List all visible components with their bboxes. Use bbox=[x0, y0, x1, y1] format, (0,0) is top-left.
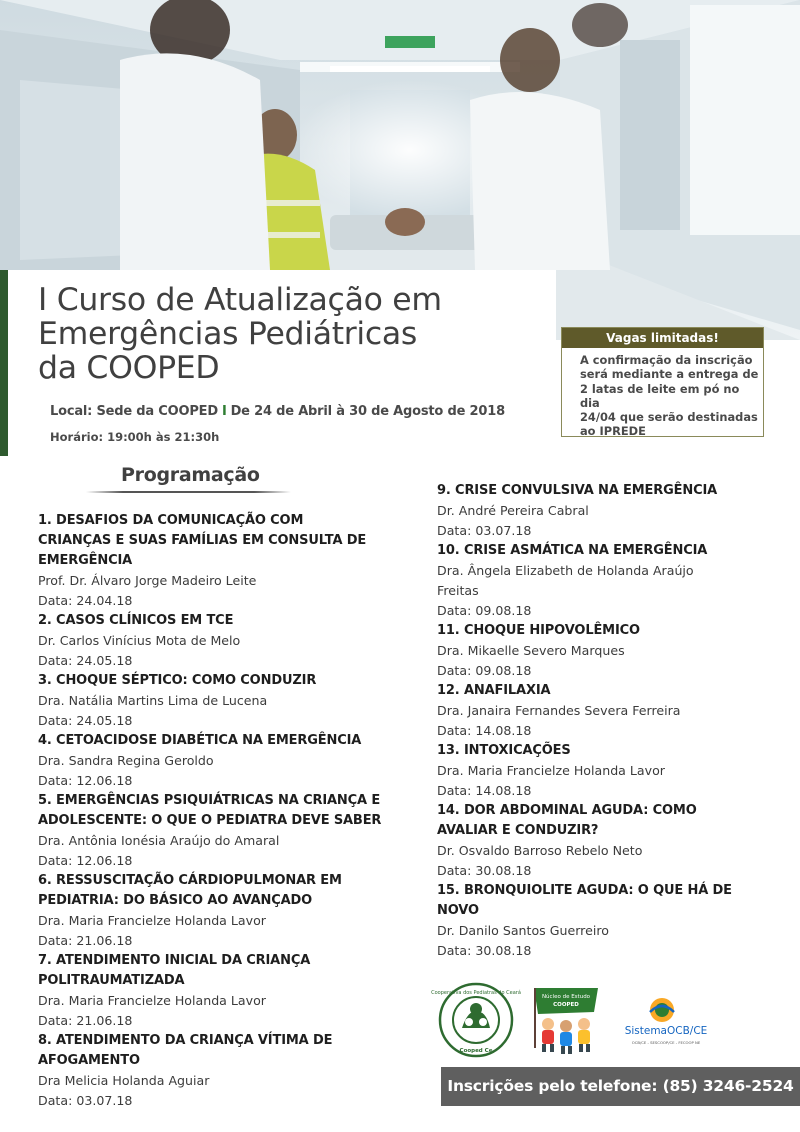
item-title: 15. BRONQUIOLITE AGUDA: O QUE HÁ DE bbox=[437, 883, 732, 898]
item-title: POLITRAUMATIZADA bbox=[38, 973, 185, 988]
location-dates-line bbox=[50, 404, 505, 419]
course-title-line-3: da COOPED bbox=[38, 350, 220, 386]
program-item bbox=[437, 741, 782, 801]
item-speaker: Dra. Natália Martins Lima de Lucena bbox=[38, 693, 268, 708]
course-title-line-1: I Curso de Atualização em bbox=[38, 282, 442, 318]
item-title: ADOLESCENTE: O QUE O PEDIATRA DEVE SABER bbox=[38, 813, 382, 828]
course-title-line-2: Emergências Pediátricas bbox=[38, 316, 417, 352]
item-title: 11. CHOQUE HIPOVOLÊMICO bbox=[437, 623, 640, 638]
ocb-brand-text: SistemaOCB/CE bbox=[624, 1025, 708, 1037]
program-column-left bbox=[38, 511, 408, 1111]
item-speaker: Dra. Antônia Ionésia Araújo do Amaral bbox=[38, 833, 280, 848]
item-date: Data: 30.08.18 bbox=[437, 863, 532, 878]
item-date: Data: 12.06.18 bbox=[38, 773, 133, 788]
item-date: Data: 24.05.18 bbox=[38, 653, 133, 668]
item-speaker: Dra. Sandra Regina Geroldo bbox=[38, 753, 214, 768]
ocb-subtext: OCB/CE - SESCOOP/CE - FECOOP NE bbox=[631, 1040, 701, 1045]
program-heading-underline bbox=[86, 491, 291, 493]
item-title: 10. CRISE ASMÁTICA NA EMERGÊNCIA bbox=[437, 543, 708, 558]
item-title: 9. CRISE CONVULSIVA NA EMERGÊNCIA bbox=[437, 483, 718, 498]
item-speaker: Dr. Osvaldo Barroso Rebelo Neto bbox=[437, 843, 643, 858]
nucleo-estudo-logo bbox=[528, 984, 604, 1056]
limited-spots-line: A confirmação da inscrição bbox=[580, 353, 753, 367]
item-date: Data: 09.08.18 bbox=[437, 663, 532, 678]
limited-spots-box bbox=[561, 327, 764, 437]
item-speaker: Dra. Ângela Elizabeth de Holanda Araújo bbox=[437, 563, 694, 578]
limited-spots-line: ao IPREDE bbox=[580, 424, 646, 439]
program-item bbox=[38, 1031, 408, 1111]
limited-spots-heading: Vagas limitadas! bbox=[562, 328, 763, 348]
registration-phone-bar: Inscrições pelo telefone: (85) 3246-2524 bbox=[441, 1067, 800, 1106]
item-title: EMERGÊNCIA bbox=[38, 553, 133, 568]
cooped-seal-ring-text: Cooperativa dos Pediatras do Ceará bbox=[431, 990, 521, 996]
program-item bbox=[38, 871, 408, 951]
nucleo-line-1: Núcleo de Estudo bbox=[541, 994, 591, 1000]
item-date: Data: 24.05.18 bbox=[38, 713, 133, 728]
item-speaker: Dra. Maria Francielze Holanda Lavor bbox=[38, 913, 266, 928]
program-item bbox=[38, 511, 408, 611]
item-date: Data: 21.06.18 bbox=[38, 1013, 133, 1028]
program-column-right bbox=[437, 481, 782, 961]
item-date: Data: 03.07.18 bbox=[437, 523, 532, 538]
separator: I bbox=[221, 404, 227, 419]
program-item bbox=[38, 611, 408, 671]
program-item bbox=[38, 951, 408, 1031]
program-heading: Programação bbox=[121, 464, 260, 486]
program-item bbox=[38, 731, 408, 791]
program-item bbox=[437, 681, 782, 741]
dates-text: De 24 de Abril à 30 de Agosto de 2018 bbox=[230, 404, 505, 419]
item-speaker: Dra. Janaira Fernandes Severa Ferreira bbox=[437, 703, 681, 718]
item-title: 1. DESAFIOS DA COMUNICAÇÃO COM bbox=[38, 513, 304, 528]
cooped-seal-bottom-text: Cooped Ce bbox=[459, 1048, 493, 1054]
item-date: Data: 14.08.18 bbox=[437, 723, 532, 738]
item-speaker: Dra Melicia Holanda Aguiar bbox=[38, 1073, 210, 1088]
item-date: Data: 09.08.18 bbox=[437, 603, 532, 618]
item-date: Data: 21.06.18 bbox=[38, 933, 133, 948]
item-title: 3. CHOQUE SÉPTICO: COMO CONDUZIR bbox=[38, 673, 317, 688]
item-title: 14. DOR ABDOMINAL AGUDA: COMO bbox=[437, 803, 697, 818]
item-speaker: Dr. Danilo Santos Guerreiro bbox=[437, 923, 609, 938]
limited-spots-line: será mediante a entrega de bbox=[580, 367, 759, 382]
course-title bbox=[38, 283, 538, 385]
item-speaker: Dra. Mikaelle Severo Marques bbox=[437, 643, 625, 658]
item-title: PEDIATRIA: DO BÁSICO AO AVANÇADO bbox=[38, 893, 313, 908]
item-speaker-cont: Freitas bbox=[437, 583, 479, 598]
program-item bbox=[437, 881, 782, 961]
item-title: 13. INTOXICAÇÕES bbox=[437, 743, 571, 758]
item-title: AVALIAR E CONDUZIR? bbox=[437, 823, 599, 838]
program-item bbox=[437, 621, 782, 681]
program-item bbox=[437, 481, 782, 541]
item-title: NOVO bbox=[437, 903, 479, 918]
item-date: Data: 24.04.18 bbox=[38, 593, 133, 608]
item-title: 2. CASOS CLÍNICOS EM TCE bbox=[38, 613, 234, 628]
schedule-time: Horário: 19:00h às 21:30h bbox=[50, 430, 220, 444]
item-title: 8. ATENDIMENTO DA CRIANÇA VÍTIMA DE bbox=[38, 1033, 333, 1048]
nucleo-line-2: COOPED bbox=[553, 1002, 579, 1008]
title-accent-bar bbox=[0, 270, 8, 456]
item-speaker: Dr. André Pereira Cabral bbox=[437, 503, 589, 518]
program-item bbox=[38, 671, 408, 731]
item-title: CRIANÇAS E SUAS FAMÍLIAS EM CONSULTA DE bbox=[38, 533, 367, 548]
item-date: Data: 03.07.18 bbox=[38, 1093, 133, 1108]
item-speaker: Prof. Dr. Álvaro Jorge Madeiro Leite bbox=[38, 573, 257, 588]
program-item bbox=[437, 801, 782, 881]
program-item bbox=[437, 541, 782, 621]
item-title: 4. CETOACIDOSE DIABÉTICA NA EMERGÊNCIA bbox=[38, 733, 362, 748]
item-title: 7. ATENDIMENTO INICIAL DA CRIANÇA bbox=[38, 953, 311, 968]
item-speaker: Dra. Maria Francielze Holanda Lavor bbox=[437, 763, 665, 778]
item-title: AFOGAMENTO bbox=[38, 1053, 140, 1068]
cooped-seal-logo bbox=[431, 982, 521, 1058]
item-date: Data: 12.06.18 bbox=[38, 853, 133, 868]
limited-spots-line: 2 latas de leite em pó no dia bbox=[580, 381, 740, 410]
ocb-ce-logo bbox=[616, 992, 716, 1052]
limited-spots-line: 24/04 que serão destinadas bbox=[580, 410, 758, 425]
program-item bbox=[38, 791, 408, 871]
item-title: 12. ANAFILAXIA bbox=[437, 683, 551, 698]
location-text: Local: Sede da COOPED bbox=[50, 404, 218, 419]
limited-spots-text bbox=[562, 348, 763, 439]
item-speaker: Dra. Maria Francielze Holanda Lavor bbox=[38, 993, 266, 1008]
item-date: Data: 30.08.18 bbox=[437, 943, 532, 958]
item-date: Data: 14.08.18 bbox=[437, 783, 532, 798]
item-speaker: Dr. Carlos Vinícius Mota de Melo bbox=[38, 633, 241, 648]
item-title: 6. RESSUSCITAÇÃO CÁRDIOPULMONAR EM bbox=[38, 873, 342, 888]
item-title: 5. EMERGÊNCIAS PSIQUIÁTRICAS NA CRIANÇA E bbox=[38, 793, 381, 808]
